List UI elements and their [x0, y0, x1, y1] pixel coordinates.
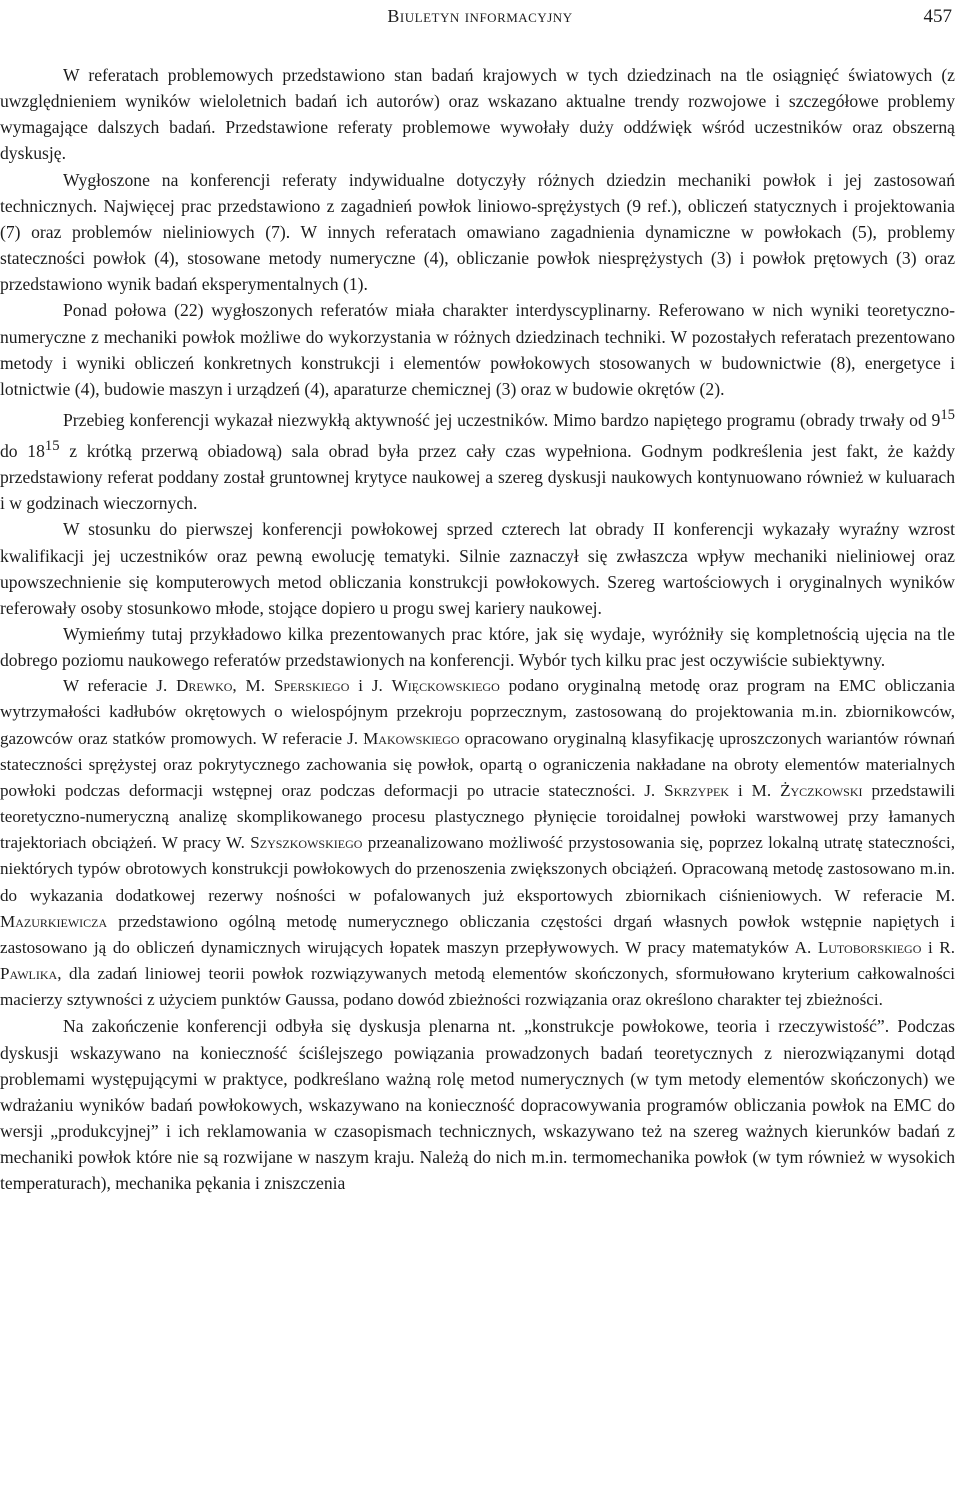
- author-name: Pawlika: [0, 964, 58, 984]
- text-run: i R.: [921, 937, 955, 957]
- text-run: Przebieg konferencji wykazał niezwykłą aktywność jej uczestników. Mimo bardzo napiętego programu (obrady trwały od 9: [63, 409, 941, 430]
- paragraph-8: [0, 1013, 955, 1196]
- text-run: i M.: [729, 780, 781, 800]
- text-run: podano oryginalną metodę oraz program na EMC obliczania wytrzymałości kadłubów okrętowych o wielospójnym przekroju poprzecznym, zastosowaną do projektowania m.in. zbiornikowców, gazowców oraz statków promowych. W referacie J.: [0, 676, 955, 748]
- text-run: do 18: [0, 440, 45, 461]
- text-run: z krótką przerwą obiadową) sala obrad była przez cały czas wypełniona. Godnym podkreślenia jest fakt, że każdy przedstawiony referat poddany został gruntownej krytyce naukowej a szereg dyskusji naukowych kontynuowano również w kuluarach i w godzinach wieczornych.: [0, 440, 955, 514]
- text-run: Wygłoszone na konferencji referaty indywidualne dotyczyły różnych dziedzin mechaniki powłok i jej zastosowań technicznych. Najwięcej prac przedstawiono z zagadnień powłok liniowo-sprężystych (9 ref.), obliczeń statycznych i projektowania (7) oraz problemów nieliniowych (7). W innych referatach omawiano zagadnienia dynamiczne w powłokach (5), problemy stateczności powłok (4), stosowane metody numeryczne (4), obliczanie powłok niesprężystych (3) i powłok prętowych (3) oraz przedstawiono wynik badań eksperymentalnych (1).: [0, 169, 955, 295]
- author-name: Skrzypek: [664, 780, 729, 800]
- text-run: opracowano oryginalną klasyfikację uproszczonych wariantów równań stateczności sprężystej oraz pokrytycznego zachowania się powłok, opartą o ograniczenia nakładane na obroty elementów materialnych powłoki podczas deformacji wstępnej oraz podczas deformacji po utracie stateczności. J.: [0, 728, 955, 800]
- author-name: Makowskiego: [363, 728, 460, 748]
- text-run: W referatach problemowych przedstawiono stan badań krajowych w tych dziedzinach na tle osiągnięć światowych (z uwzględnieniem wyników wieloletnich badań ich autorów) oraz wskazano aktualne trendy rozwojowe i szczegółowe problemy wymagające dalszych badań. Przedstawione referaty problemowe wywołały duży oddźwięk wśród uczestników oraz obszerną dyskusję.: [0, 65, 955, 164]
- text-run: przedstawiono ogólną metodę numerycznego obliczania częstości drgań własnych powłok wstępnie napiętych i zastosowano ją do obliczeń dynamicznych wirujących łopatek maszyn przepływowych. W pracy matematyków A.: [0, 911, 955, 957]
- journal-title: Biuletyn informacyjny: [387, 6, 573, 26]
- author-name: Mazurkiewicza: [0, 911, 108, 931]
- paragraph-3: [0, 297, 955, 402]
- running-header: [0, 6, 960, 30]
- article-body: [0, 62, 955, 1196]
- text-run: W stosunku do pierwszej konferencji powłokowej sprzed czterech lat obrady II konferencji wykazały wyraźny wzrost kwalifikacji jej uczestników oraz pewną ewolucję tematyki. Silnie zaznaczył się zwłaszcza wpływ mechaniki nieliniowej oraz upowszechnienie się komputerowych metod obliczania konstrukcji powłokowych. Szereg wartościowych i oryginalnych wyników referowały osoby stosunkowo młode, stojące dopiero u progu swej kariery naukowej.: [0, 519, 955, 618]
- author-name: Życzkowski: [780, 780, 863, 800]
- paragraph-6: [0, 621, 955, 673]
- paragraph-5: [0, 516, 955, 621]
- author-name: Drewko: [176, 676, 233, 696]
- text-run: i J.: [349, 676, 392, 696]
- text-run: przeanalizowano możliwość przystosowania się, poprzez lokalną utratę stateczności, niektórych typów obrotowych konstrukcji powłokowych do przenoszenia zwiększonych obciążeń. Opracowaną metodę zastosowano m.in. do wykazania dodatkowej rezerwy nośności w pofalowanych już eksportowych zbiornikach ciśnieniowych. W referacie M.: [0, 833, 955, 905]
- paragraph-4: [0, 402, 955, 516]
- paragraph-7: [0, 673, 955, 1013]
- superscript-hour: 15: [940, 407, 955, 424]
- author-name: Sperskiego: [273, 676, 350, 696]
- paragraph-1: [0, 62, 955, 167]
- author-name: Lutoborskiego: [817, 937, 922, 957]
- author-name: Szyszkowskiego: [250, 833, 363, 853]
- text-run: Wymieńmy tutaj przykładowo kilka prezentowanych prac które, jak się wydaje, wyróżniły się kompletnością ujęcia na tle dobrego poziomu naukowego referatów przedstawionych na konferencji. Wybór tych kilku prac jest oczywiście subiektywny.: [0, 624, 955, 671]
- text-run: , M.: [232, 676, 274, 696]
- paragraph-2: [0, 167, 955, 298]
- page-number: 457: [923, 6, 952, 27]
- text-run: przedstawili teoretyczno-numeryczną analizę skomplikowanego procesu plastycznego płynięcie toroidalnej powłoki warstwowej przy łamanych trajektoriach obciążeń. W pracy W.: [0, 780, 955, 853]
- text-run: Na zakończenie konferencji odbyła się dyskusja plenarna nt. „konstrukcje powłokowe, teoria i rzeczywistość”. Podczas dyskusji wskazywano na konieczność ściślejszego powiązania prowadzonych badań teoretycznych z nierozwiązanymi dotąd problemami występującymi w praktyce, podkreślano ważną rolę metod numerycznych (w tym metody elementów skończonych) we wdrażaniu wyników badań powłokowych, wskazywano na konieczność dopracowywania programów obliczania powłok na EMC do wersji „produkcyjnej” i ich reklamowania w czasopismach technicznych, wskazywano też na szereg ważnych kierunków badań z mechaniki powłok które nie są rozwijane w naszym kraju. Należą do nich m.in. termomechanika powłok (w tym również w wysokich temperaturach), mechanika pękania i zniszczenia: [0, 1016, 955, 1194]
- text-run: W referacie J.: [63, 676, 177, 696]
- text-run: , dla zadań liniowej teorii powłok rozwiązywanych metodą elementów skończonych, sformułowano kryterium całkowalności macierzy sztywności z użyciem punktów Gaussa, podano dowód zbieżności rozwiązania oraz określono charakter tej zbieżności.: [0, 964, 955, 1010]
- text-run: Ponad połowa (22) wygłoszonych referatów miała charakter interdyscyplinarny. Referowano w nich wyniki teoretyczno-numeryczne z mechaniki powłok możliwe do wykorzystania w różnych dziedzinach techniki. W pozostałych referatach prezentowano metody i wyniki obliczeń konkretnych konstrukcji i elementów powłokowych stosowanych w budownictwie (8), energetyce i lotnictwie (4), budowie maszyn i urządzeń (4), aparaturze chemicznej (3) oraz w budowie okrętów (2).: [0, 300, 955, 399]
- superscript-hour: 15: [44, 438, 60, 455]
- author-name: Więckowskiego: [391, 676, 500, 696]
